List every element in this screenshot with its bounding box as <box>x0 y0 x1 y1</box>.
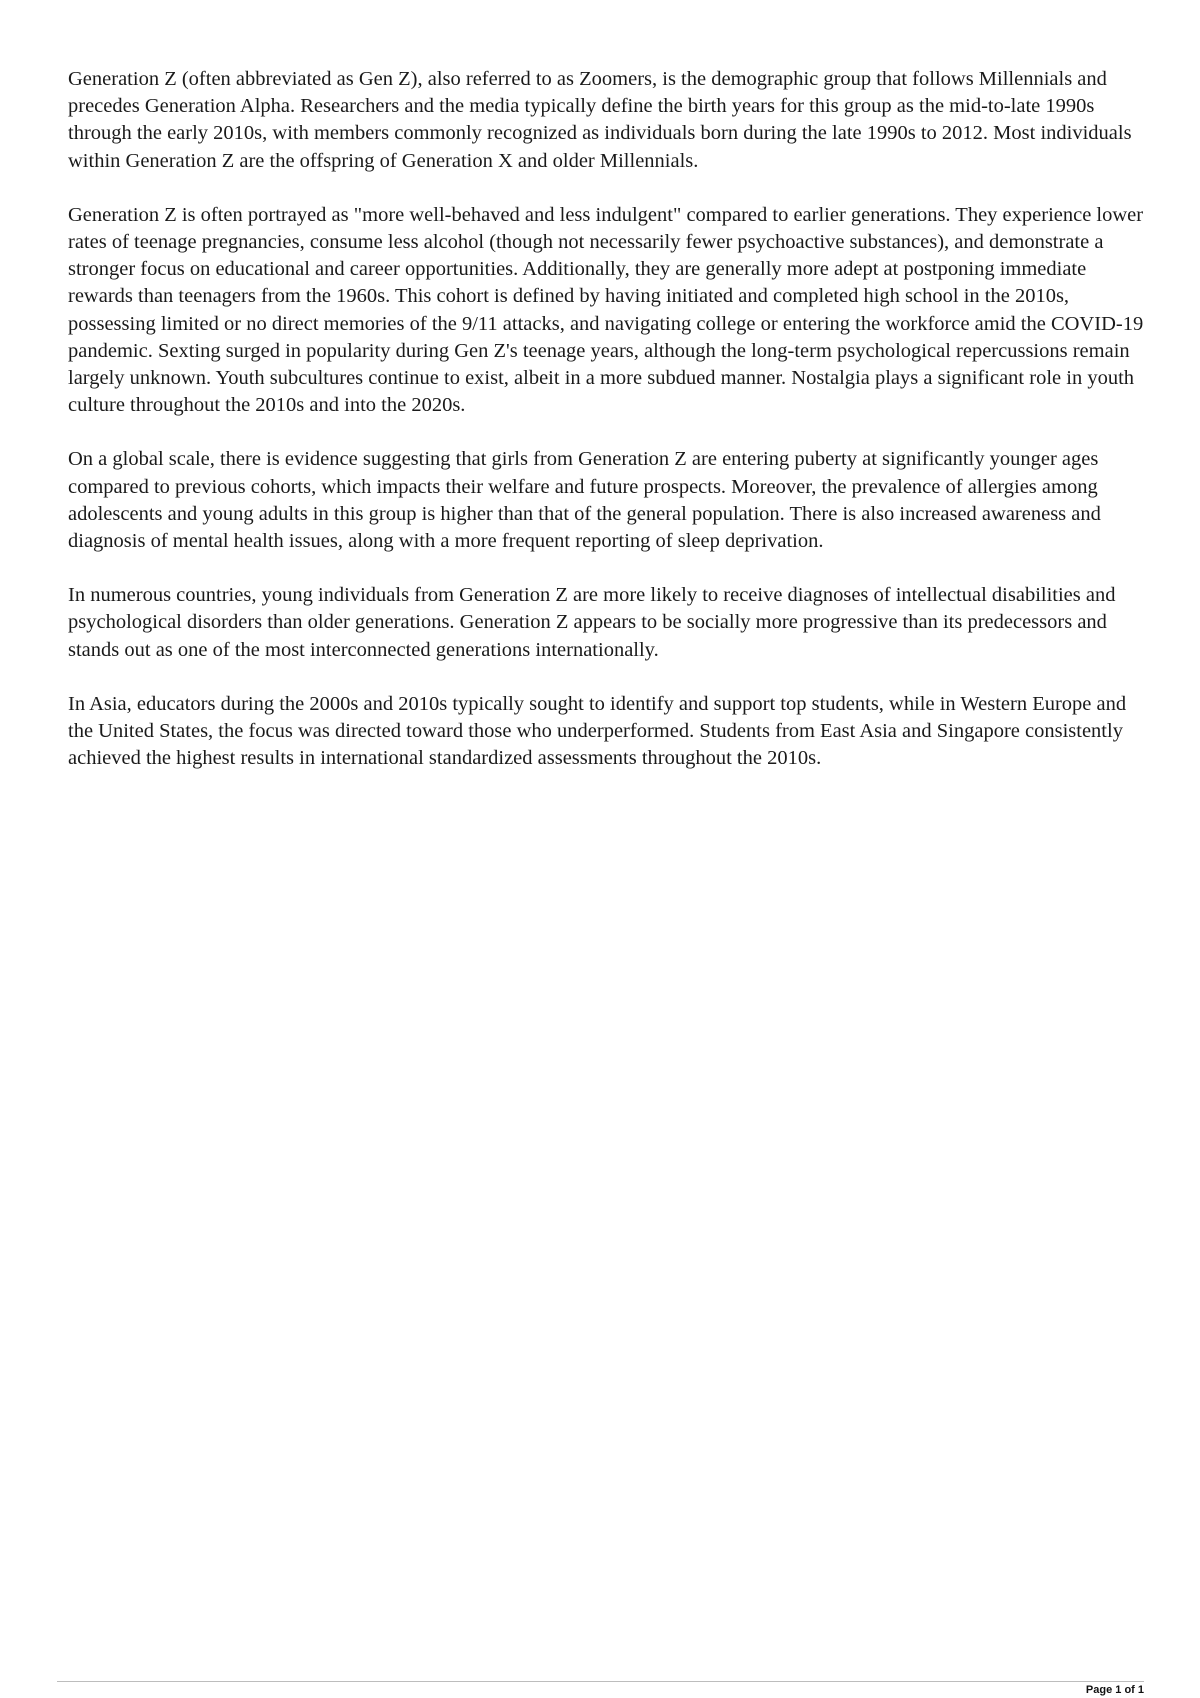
paragraph-4: In numerous countries, young individuals from Generation Z are more likely to receive diagnoses of intellectual disabilities and psychological disorders than older generations. Generation Z appears to be socially more progressive than its predecessors and stands out as one of the most interconnected generations internationally. <box>68 584 1116 661</box>
paragraph-2: Generation Z is often portrayed as "more well-behaved and less indulgent" compared to earlier generations. They experience lower rates of teenage pregnancies, consume less alcohol (though not necessarily fewer psychoactive substances), and demonstrate a stronger focus on educational and career opportunities. Additionally, they are generally more adept at postponing immediate rewards than teenagers from the 1960s. This cohort is defined by having initiated and completed high school in the 2010s, possessing limited or no direct memories of the 9/11 attacks, and navigating college or entering the workforce amid the COVID-19 pandemic. Sexting surged in popularity during Gen Z's teenage years, although the long-term psychological repercussions remain largely unknown. Youth subcultures continue to exist, albeit in a more subdued manner. Nostalgia plays a significant role in youth culture throughout the 2010s and into the 2020s. <box>68 203 1144 417</box>
paragraph-3: On a global scale, there is evidence suggesting that girls from Generation Z are entering puberty at significantly younger ages compared to previous cohorts, which impacts their welfare and future prospects. Moreover, the prevalence of allergies among adolescents and young adults in this group is higher than that of the general population. There is also increased awareness and diagnosis of mental health issues, along with a more frequent reporting of sleep deprivation. <box>68 448 1101 553</box>
document-body <box>68 66 1144 799</box>
paragraph-5: In Asia, educators during the 2000s and 2010s typically sought to identify and support top students, while in Western Europe and the United States, the focus was directed toward those who underperformed. Students from East Asia and Singapore consistently achieved the highest results in international standardized assessments throughout the 2010s. <box>68 692 1127 770</box>
footer-divider <box>57 1681 1144 1682</box>
page-number: Page 1 of 1 <box>1085 1684 1144 1696</box>
paragraph-1: Generation Z (often abbreviated as Gen Z), also referred to as Zoomers, is the demographic group that follows Millennials and precedes Generation Alpha. Researchers and the media typically define the birth years for this group as the mid-to-late 1990s through the early 2010s, with members commonly recognized as individuals born during the late 1990s to 2012. Most individuals within Generation Z are the offspring of Generation X and older Millennials. <box>68 68 1132 172</box>
